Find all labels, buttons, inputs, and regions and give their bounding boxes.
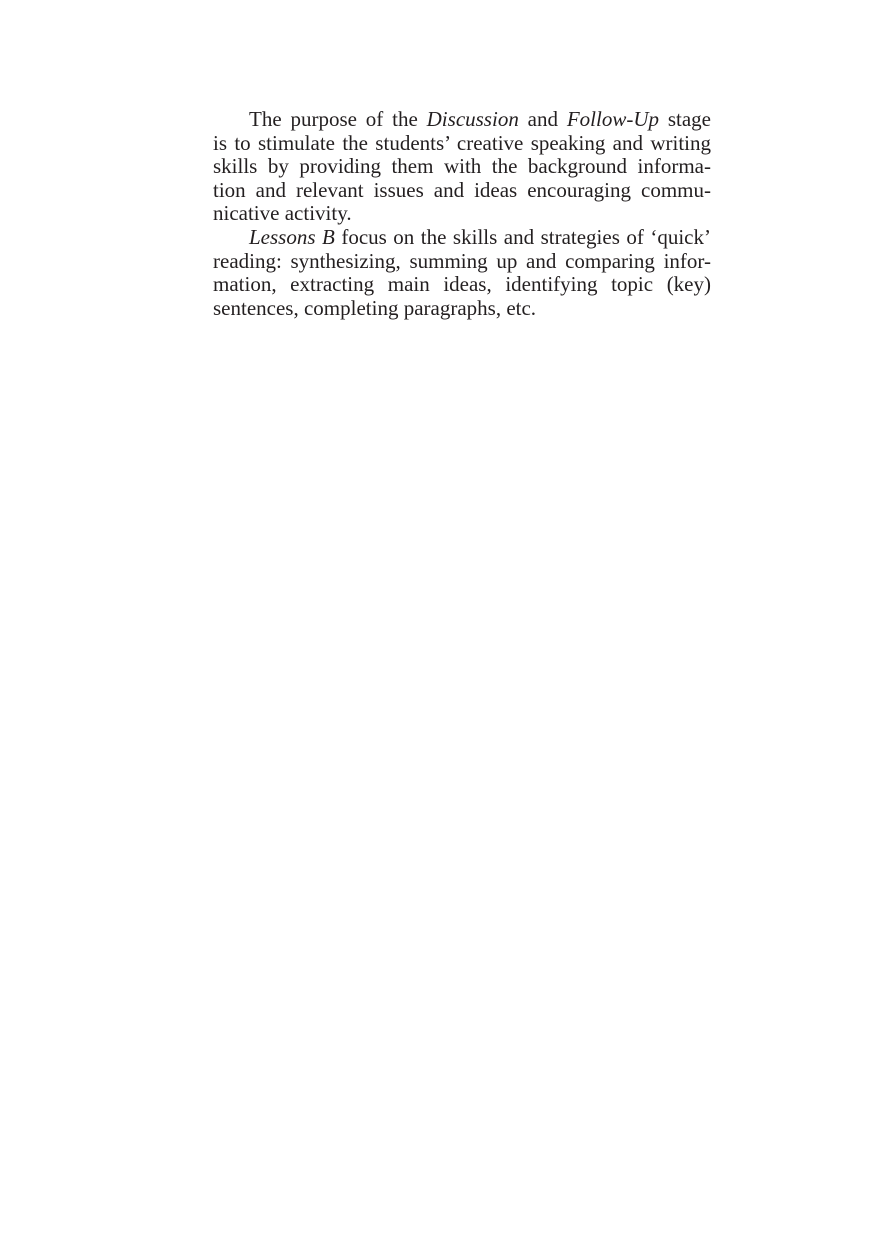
text-run: stage: [659, 107, 711, 131]
paragraph-2-line-3: mation, extracting main ideas, identifying topic (key): [213, 272, 711, 297]
italic-term-discussion: Discussion: [426, 107, 519, 131]
paragraph-1-line-3: skills by providing them with the background informa-: [213, 154, 711, 179]
italic-term-lessons-b: Lessons B: [249, 224, 335, 249]
italic-term-follow-up: Follow-Up: [566, 107, 659, 131]
paragraph-1-line-4: tion and relevant issues and ideas encouraging commu-: [213, 177, 711, 202]
paragraph-2-line-2: reading: synthesizing, summing up and comparing infor-: [213, 248, 711, 273]
paragraph-lessons-b: [213, 226, 711, 320]
text-run: and: [518, 107, 567, 131]
paragraph-2-line-4: sentences, completing paragraphs, etc.: [213, 295, 537, 320]
text-run: focus on the skills and strategies of ‘quick’: [334, 224, 711, 249]
paragraph-1-line-1: [213, 108, 711, 132]
paragraph-discussion-followup: [213, 108, 711, 226]
paragraph-1-line-5: nicative activity.: [213, 201, 352, 226]
body-text: [213, 108, 711, 320]
paragraph-2-line-1: [213, 226, 711, 250]
paragraph-1-line-2: is to stimulate the students’ creative speaking and writing: [213, 130, 711, 155]
text-run: The purpose of the: [249, 107, 427, 131]
